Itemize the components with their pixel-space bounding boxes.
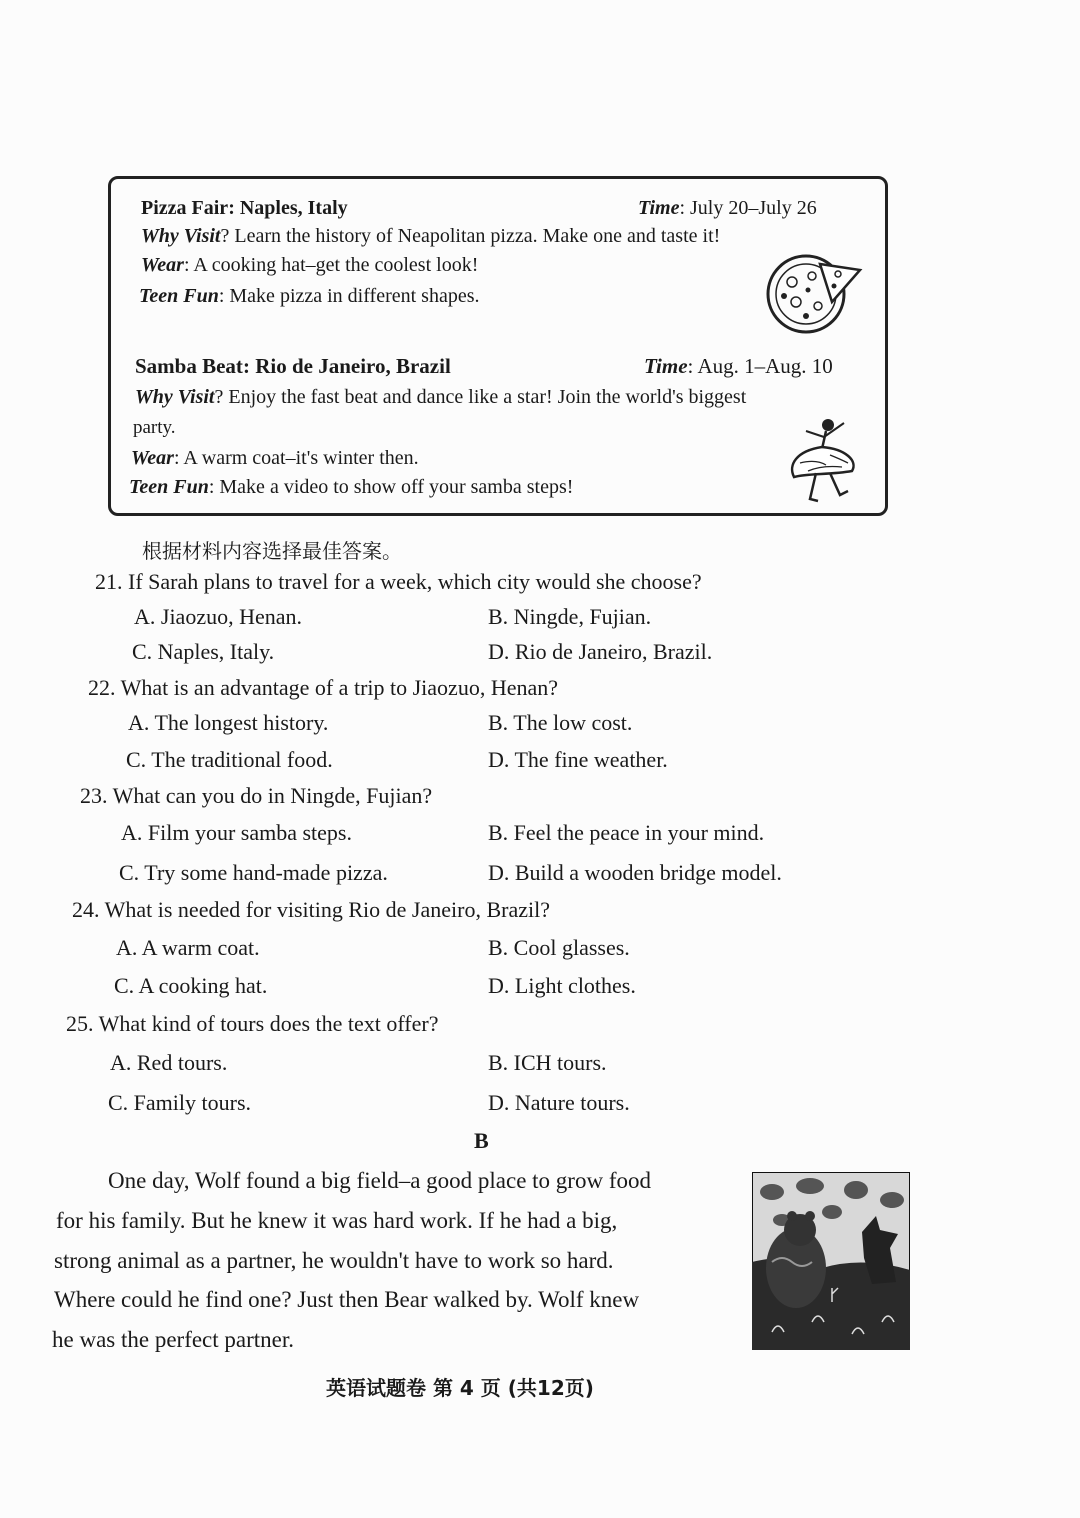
pizza-why-label: Why Visit	[141, 225, 221, 247]
passage-line: he was the perfect partner.	[52, 1327, 295, 1352]
samba-time-value: : Aug. 1–Aug. 10	[687, 354, 833, 378]
samba-why-label: Why Visit	[135, 386, 215, 408]
wolf-bear-illustration	[752, 1172, 910, 1350]
option-24d[interactable]: D. Light clothes.	[488, 973, 636, 998]
pizza-time-label: Time	[638, 197, 680, 219]
samba-why-text: ? Enjoy the fast beat and dance like a star! Join the world's biggest	[214, 386, 747, 408]
samba-wear-label: Wear	[131, 447, 174, 469]
pizza-teen	[139, 285, 480, 308]
question-number: 21.	[95, 569, 123, 594]
question-text: What can you do in Ningde, Fujian?	[112, 783, 433, 808]
pizza-time-value: : July 20–July 26	[679, 197, 817, 219]
question-text: What kind of tours does the text offer?	[98, 1011, 439, 1036]
question-number: 22.	[88, 675, 116, 700]
instruction: 根据材料内容选择最佳答案。	[142, 539, 402, 563]
pizza-place: Naples, Italy	[239, 197, 348, 219]
samba-wear	[131, 447, 419, 470]
samba-place: Rio de Janeiro, Brazil	[255, 354, 451, 378]
question-25	[66, 1011, 439, 1037]
pizza-wear	[141, 254, 478, 277]
page-footer: 英语试题卷 第 4 页 (共12页)	[326, 1376, 594, 1400]
samba-name: Samba Beat	[135, 354, 243, 378]
option-24a[interactable]: A. A warm coat.	[116, 935, 260, 960]
option-25b[interactable]: B. ICH tours.	[488, 1050, 607, 1075]
option-22c[interactable]: C. The traditional food.	[126, 747, 333, 772]
option-22d[interactable]: D. The fine weather.	[488, 747, 668, 772]
pizza-heading	[141, 197, 348, 220]
samba-teen-label: Teen Fun	[129, 476, 209, 498]
option-22a[interactable]: A. The longest history.	[128, 710, 329, 735]
samba-time-label: Time	[644, 354, 688, 378]
samba-why	[135, 386, 746, 409]
passage-line: One day, Wolf found a big field–a good place to grow food	[108, 1168, 651, 1193]
option-25a[interactable]: A. Red tours.	[110, 1050, 228, 1075]
samba-time	[644, 354, 833, 379]
option-23a[interactable]: A. Film your samba steps.	[121, 820, 352, 845]
question-23	[80, 783, 432, 809]
question-number: 24.	[72, 897, 100, 922]
samba-heading	[135, 354, 451, 379]
pizza-illustration	[762, 250, 866, 336]
question-text: What is an advantage of a trip to Jiaozuo, Henan?	[120, 675, 558, 700]
question-number: 25.	[66, 1011, 94, 1036]
pizza-name: Pizza Fair	[141, 197, 229, 219]
passage-line: strong animal as a partner, he wouldn't have to work so hard.	[54, 1248, 614, 1273]
pizza-why	[141, 225, 720, 248]
option-25c[interactable]: C. Family tours.	[108, 1090, 252, 1115]
option-22b[interactable]: B. The low cost.	[488, 710, 633, 735]
question-number: 23.	[80, 783, 108, 808]
option-21c[interactable]: C. Naples, Italy.	[132, 639, 275, 664]
question-text: If Sarah plans to travel for a week, which city would she choose?	[128, 569, 702, 594]
option-23b[interactable]: B. Feel the peace in your mind.	[488, 820, 765, 845]
pizza-why-text: ? Learn the history of Neapolitan pizza. Make one and taste it!	[220, 225, 721, 247]
option-21d[interactable]: D. Rio de Janeiro, Brazil.	[488, 639, 713, 664]
option-23d[interactable]: D. Build a wooden bridge model.	[488, 860, 782, 885]
dancer-illustration	[786, 415, 860, 507]
samba-wear-text: : A warm coat–it's winter then.	[173, 447, 419, 469]
pizza-time	[638, 197, 817, 220]
option-21a[interactable]: A. Jiaozuo, Henan.	[134, 604, 303, 629]
samba-teen	[129, 476, 573, 499]
question-text: What is needed for visiting Rio de Janeiro, Brazil?	[104, 897, 550, 922]
pizza-wear-text: : A cooking hat–get the coolest look!	[183, 254, 479, 276]
pizza-teen-label: Teen Fun	[139, 285, 219, 307]
pizza-wear-label: Wear	[141, 254, 184, 276]
option-24c[interactable]: C. A cooking hat.	[114, 973, 268, 998]
samba-sep: :	[242, 354, 250, 378]
option-25d[interactable]: D. Nature tours.	[488, 1090, 630, 1115]
question-21	[95, 569, 702, 595]
passage-line: Where could he find one? Just then Bear walked by. Wolf knew	[54, 1287, 640, 1312]
option-24b[interactable]: B. Cool glasses.	[488, 935, 630, 960]
samba-why-cont: party.	[133, 417, 176, 438]
option-23c[interactable]: C. Try some hand-made pizza.	[119, 860, 388, 885]
option-21b[interactable]: B. Ningde, Fujian.	[488, 604, 652, 629]
question-24	[72, 897, 550, 923]
passage-line: for his family. But he knew it was hard work. If he had a big,	[56, 1208, 618, 1233]
samba-teen-text: : Make a video to show off your samba steps!	[208, 476, 574, 498]
pizza-sep: :	[228, 197, 235, 219]
question-22	[88, 675, 558, 701]
section-heading: B	[474, 1128, 489, 1153]
pizza-teen-text: : Make pizza in different shapes.	[218, 285, 480, 307]
